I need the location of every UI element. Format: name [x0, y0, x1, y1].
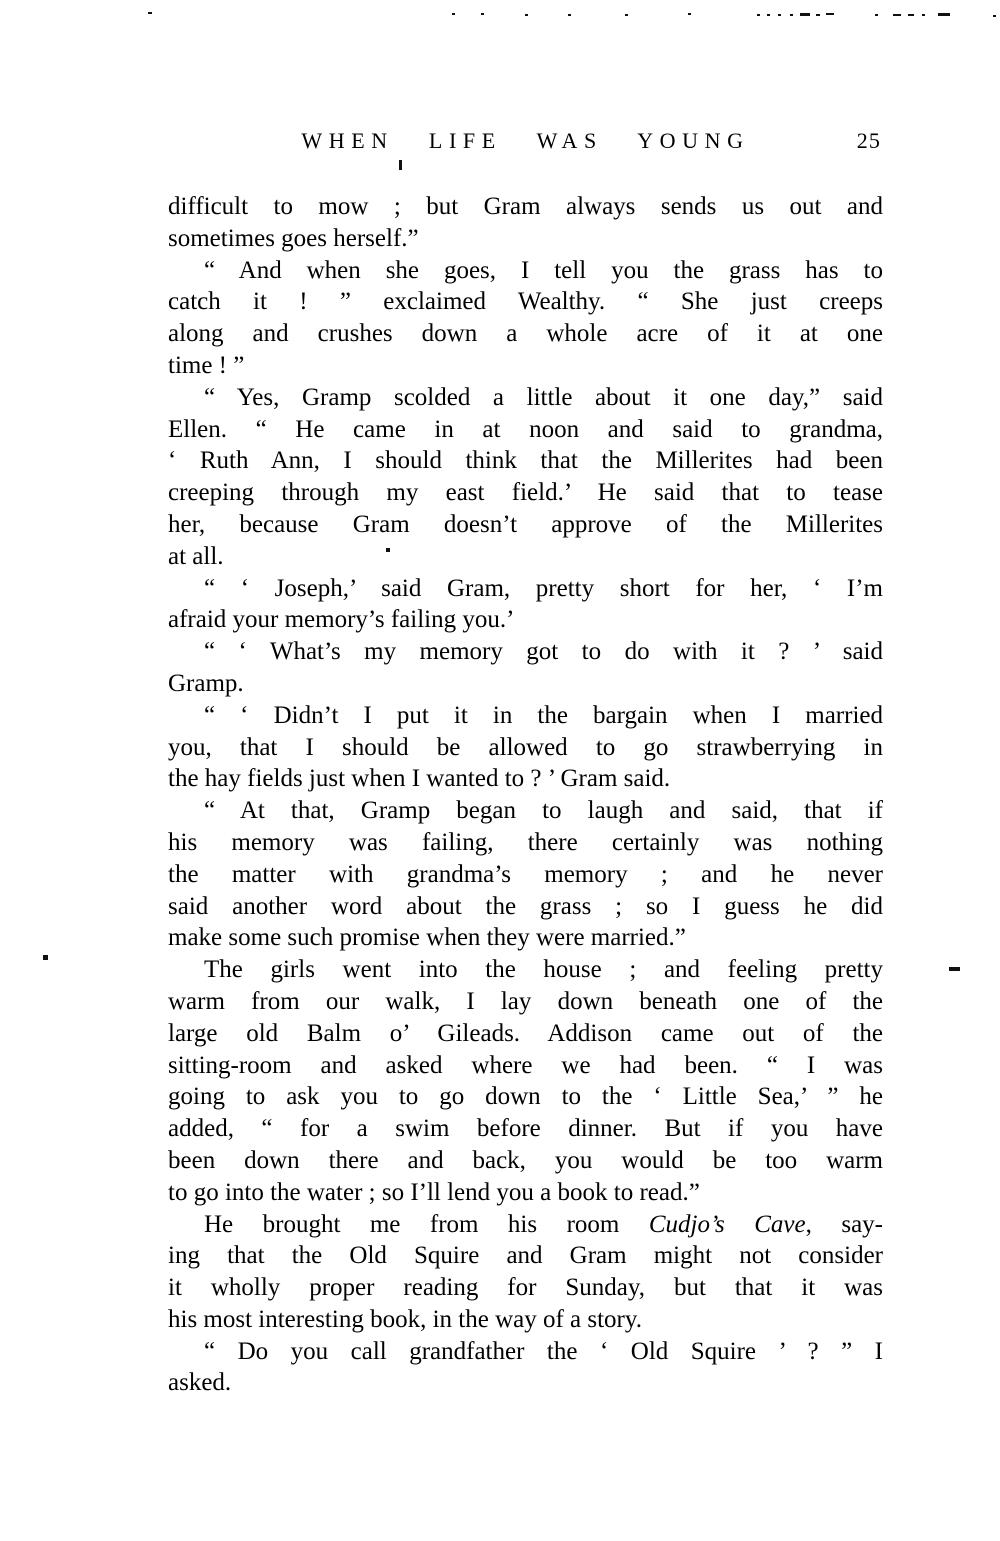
paragraph [168, 636, 883, 700]
paragraph [168, 1209, 883, 1336]
paragraph [168, 795, 883, 954]
text-line [168, 891, 883, 923]
text-line [168, 604, 883, 636]
text-line [168, 1177, 883, 1209]
text-segment: catch it ! ” exclaimed Wealthy. “ She just creeps [168, 288, 883, 316]
scan-speck [688, 13, 691, 15]
text-line [168, 986, 883, 1018]
text-segment: sitting-room and asked where we had been. “ I was [168, 1051, 883, 1079]
text-segment: along and crushes down a whole acre of it at one [168, 320, 883, 348]
text-line [168, 1113, 883, 1145]
scan-speck [938, 13, 950, 16]
scan-speck [893, 14, 901, 16]
text-line [168, 191, 883, 223]
text-line [168, 1209, 883, 1241]
text-line [168, 795, 883, 827]
paragraph [168, 954, 883, 1208]
text-line [168, 445, 883, 477]
text-line [168, 859, 883, 891]
text-line [168, 700, 883, 732]
text-segment: the hay fields just when I wanted to ? ’ Gram said. [168, 765, 671, 793]
text-segment: Gramp. [168, 669, 244, 697]
text-segment: time ! ” [168, 351, 245, 379]
text-segment: “ At that, Gramp began to laugh and said, that if [204, 797, 883, 825]
text-line [168, 1145, 883, 1177]
text-segment: going to ask you to go down to the ‘ Little Sea,’ ” he [168, 1083, 883, 1111]
text-line [168, 318, 883, 350]
text-segment: said another word about the grass ; so I guess he did [168, 892, 883, 920]
text-line [168, 350, 883, 382]
text-segment: creeping through my east field.’ He said that to tease [168, 479, 883, 507]
scan-speck [481, 13, 484, 15]
text-segment: ‘ Ruth Ann, I should think that the Millerites had been [168, 447, 883, 475]
scan-speck [949, 967, 960, 971]
scan-speck [816, 14, 820, 16]
scan-speck [875, 14, 878, 16]
text-segment: it wholly proper reading for Sunday, but that it was [168, 1274, 883, 1302]
text-line [168, 1050, 883, 1082]
text-line [168, 636, 883, 668]
text-line [168, 922, 883, 954]
text-line [168, 1018, 883, 1050]
text-column [168, 128, 883, 1397]
text-segment: his memory was failing, there certainly was nothing [168, 828, 883, 856]
text-line [168, 1367, 883, 1399]
text-line [168, 763, 883, 795]
text-segment: large old Balm o’ Gileads. Addison came out of the [168, 1019, 883, 1047]
text-line [168, 541, 883, 573]
paragraph [168, 382, 883, 573]
scan-speck [908, 14, 914, 16]
text-segment: The girls went into the house ; and feeling pretty [204, 956, 883, 984]
text-line [168, 573, 883, 605]
text-segment: Ellen. “ He came in at noon and said to grandma, [168, 415, 883, 443]
text-segment: asked. [168, 1369, 232, 1397]
scan-speck [757, 14, 760, 16]
scan-speck [625, 14, 628, 16]
scan-speck [778, 14, 781, 16]
scan-speck [800, 13, 810, 16]
text-segment: her, because Gram doesn’t approve of the Millerites [168, 510, 883, 538]
scan-speck [767, 14, 770, 16]
page-body [168, 191, 883, 1399]
text-line [168, 954, 883, 986]
text-segment: you, that I should be allowed to go strawberrying in [168, 733, 883, 761]
text-line [168, 827, 883, 859]
text-line [168, 414, 883, 446]
scan-speck [43, 955, 48, 960]
text-segment: afraid your memory’s failing you.’ [168, 606, 515, 634]
text-line [168, 1304, 883, 1336]
page-number: 25 [856, 128, 881, 153]
text-segment: “ Yes, Gramp scolded a little about it one day,” said [204, 383, 883, 411]
text-line [168, 1240, 883, 1272]
text-line [168, 732, 883, 764]
book-title-italic: Cudjo’s Cave [648, 1210, 806, 1238]
text-segment: , say- [805, 1210, 883, 1238]
text-segment: “ ‘ Didn’t I put it in the bargain when I married [204, 701, 883, 729]
text-segment: He brought me from his room [204, 1210, 649, 1238]
text-line [168, 382, 883, 414]
text-segment: “ ‘ Joseph,’ said Gram, pretty short for her, ‘ I’m [204, 574, 883, 602]
scan-speck [148, 12, 152, 14]
text-segment: added, “ for a swim before dinner. But if you have [168, 1115, 883, 1143]
scan-speck [568, 14, 571, 16]
page-title: WHEN LIFE WAS YOUNG [301, 128, 750, 153]
text-segment: “ And when she goes, I tell you the grass has to [204, 256, 883, 284]
text-line [168, 1272, 883, 1304]
paragraph [168, 255, 883, 382]
text-line [168, 1336, 883, 1368]
scan-speck [790, 14, 793, 16]
text-line [168, 286, 883, 318]
scan-speck [525, 14, 528, 16]
text-segment: warm from our walk, I lay down beneath one of the [168, 987, 883, 1015]
text-segment: at all. [168, 542, 224, 570]
paragraph [168, 1336, 883, 1400]
scan-speck [993, 15, 996, 17]
text-segment: difficult to mow ; but Gram always sends us out and [168, 193, 883, 220]
running-head [168, 128, 883, 162]
paragraph [168, 191, 883, 255]
text-line [168, 668, 883, 700]
text-line [168, 477, 883, 509]
scan-speck [922, 14, 925, 16]
text-line [168, 223, 883, 255]
text-segment: “ Do you call grandfather the ‘ Old Squire ’ ? ” I [204, 1337, 883, 1365]
text-segment: his most interesting book, in the way of a story. [168, 1305, 643, 1333]
paragraph [168, 700, 883, 795]
text-line [168, 255, 883, 287]
text-segment: “ ‘ What’s my memory got to do with it ? ’ said [204, 638, 883, 666]
text-segment: sometimes goes herself.” [168, 224, 419, 252]
text-segment: been down there and back, you would be too warm [168, 1146, 883, 1174]
text-segment: to go into the water ; so I’ll lend you a book to read.” [168, 1178, 700, 1206]
text-line [168, 1081, 883, 1113]
text-line [168, 509, 883, 541]
text-segment: ing that the Old Squire and Gram might not consider [168, 1242, 883, 1270]
scan-speck [826, 13, 834, 15]
scan-speck [452, 13, 455, 15]
text-segment: make some such promise when they were married.” [168, 924, 686, 952]
paragraph [168, 573, 883, 637]
text-segment: the matter with grandma’s memory ; and he never [168, 860, 883, 888]
